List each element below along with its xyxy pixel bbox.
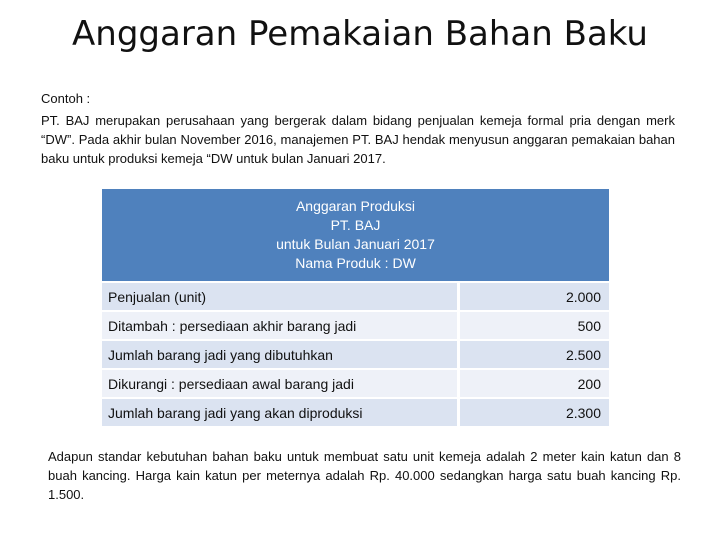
table-row — [102, 283, 609, 310]
table-header-line: Anggaran Produksi — [295, 198, 416, 214]
table-header-line: PT. BAJ — [330, 217, 381, 233]
row-value: 2.300 — [565, 404, 601, 421]
row-value: 500 — [577, 317, 601, 334]
table-row — [102, 341, 609, 368]
row-label: Dikurangi : persediaan awal barang jadi — [102, 370, 460, 397]
page-title: Anggaran Pemakaian Bahan Baku — [72, 14, 648, 54]
row-value: 200 — [577, 375, 601, 392]
table-row — [102, 399, 609, 426]
row-value: 2.500 — [565, 346, 601, 363]
row-label: Ditambah : persediaan akhir barang jadi — [102, 312, 460, 339]
table-row — [102, 312, 609, 339]
row-label: Jumlah barang jadi yang akan diproduksi — [102, 399, 460, 426]
intro-paragraph: PT. BAJ merupakan perusahaan yang bergerak dalam bidang penjualan kemeja formal pria dengan merk “DW”. Pada akhir bulan November 2016, manajemen PT. BAJ hendak menyusun anggaran pemakaian bahan baku untuk produksi kemeja “DW untuk bulan Januari 2017. — [41, 113, 675, 166]
table-header — [102, 189, 609, 281]
row-label: Jumlah barang jadi yang dibutuhkan — [102, 341, 460, 368]
table-row — [102, 370, 609, 397]
table-header-line: untuk Bulan Januari 2017 — [276, 236, 435, 252]
table-header-line: Nama Produk : DW — [295, 255, 416, 271]
production-budget-table — [102, 189, 609, 426]
row-value: 2.000 — [565, 288, 601, 305]
row-label: Penjualan (unit) — [102, 283, 460, 310]
closing-paragraph: Adapun standar kebutuhan bahan baku untuk membuat satu unit kemeja adalah 2 meter kain katun dan 8 buah kancing. Harga kain katun per meternya adalah Rp. 40.000 sedangkan harga satu buah kancing Rp. 1.500. — [48, 449, 681, 502]
example-label: Contoh : — [41, 91, 91, 106]
